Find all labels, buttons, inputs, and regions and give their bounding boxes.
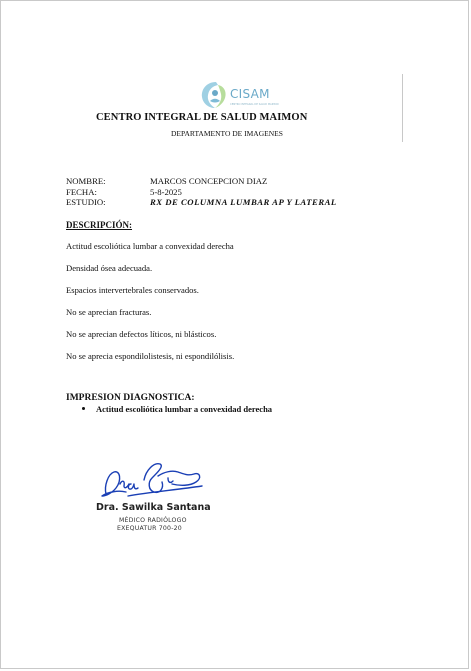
finding-line: No se aprecian defectos líticos, ni blásticos.	[66, 329, 217, 339]
logo-wordmark: CISAM	[230, 87, 270, 101]
study-label: ESTUDIO:	[66, 197, 106, 207]
finding-line: Densidad ósea adecuada.	[66, 263, 153, 273]
patient-date-row	[66, 187, 337, 198]
logo-subtext: CENTRO INTEGRAL DE SALUD MAIMON	[230, 103, 279, 106]
handwritten-signature	[98, 456, 208, 504]
patient-name-row	[66, 176, 337, 187]
impression-item: Actitud escoliótica lumbar a convexidad derecha	[82, 404, 272, 414]
patient-info	[66, 176, 337, 208]
finding-line: No se aprecia espondilolistesis, ni espondilólisis.	[66, 351, 235, 361]
signature-name: Dra. Sawilka Santana	[96, 502, 211, 513]
department-name: DEPARTAMENTO DE IMAGENES	[171, 129, 283, 138]
impression-title: IMPRESION DIAGNOSTICA:	[66, 393, 195, 403]
org-name: CENTRO INTEGRAL DE SALUD MAIMON	[96, 112, 308, 123]
date-label: FECHA:	[66, 186, 97, 197]
impression-list	[82, 404, 272, 414]
finding-line: Espacios intervertebrales conservados.	[66, 285, 199, 295]
cisam-logo-icon	[196, 80, 230, 110]
finding-line: Actitud escoliótica lumbar a convexidad derecha	[66, 241, 234, 251]
margin-rule	[402, 74, 403, 142]
name-value: MARCOS CONCEPCION DIAZ	[150, 176, 268, 186]
cisam-logo	[196, 80, 279, 110]
finding-line: No se aprecian fracturas.	[66, 307, 152, 317]
study-value: RX DE COLUMNA LUMBAR AP Y LATERAL	[150, 197, 337, 207]
name-label: NOMBRE:	[66, 176, 106, 186]
signature-role: MÉDICO RADIÓLOGO	[119, 517, 187, 524]
date-value: 5-8-2025	[150, 186, 182, 197]
patient-study-row	[66, 197, 337, 208]
description-title: DESCRIPCIÓN:	[66, 220, 133, 230]
signature-exequatur: EXEQUATUR 700-20	[117, 525, 182, 532]
